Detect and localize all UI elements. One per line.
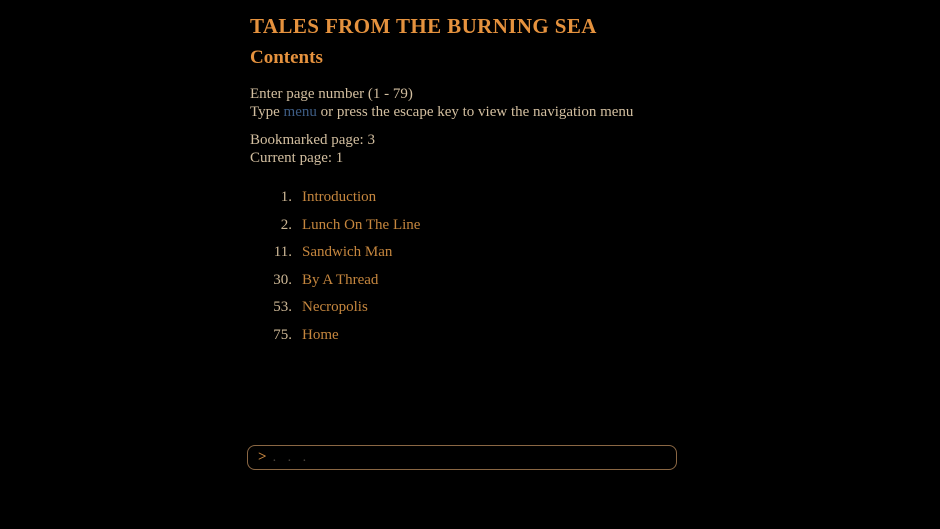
command-input[interactable] [273, 446, 666, 469]
list-item-number: 1. [280, 189, 292, 205]
list-item-link-necropolis[interactable]: Necropolis [302, 299, 368, 315]
content-column [250, 13, 680, 353]
bookmarked-page-status: Bookmarked page: 3 [250, 132, 375, 148]
current-page-status: Current page: 1 [250, 150, 344, 166]
list-item-link-introduction[interactable]: Introduction [302, 189, 377, 205]
list-item-link-home[interactable]: Home [302, 326, 339, 343]
instruction-enter-page: Enter page number (1 - 79) [250, 86, 413, 102]
list-item [250, 326, 680, 344]
page-title: Contents [250, 47, 323, 68]
instruction-menu-prefix: Type [250, 104, 284, 120]
command-input-box[interactable] [247, 445, 677, 470]
list-item-number: 53. [273, 299, 292, 315]
page-status [250, 131, 680, 167]
list-item-number: 75. [273, 326, 292, 343]
list-item-number: 30. [273, 271, 292, 288]
list-item [250, 298, 680, 316]
prompt-symbol: > [258, 449, 267, 465]
game-title: TALES FROM THE BURNING SEA [250, 14, 597, 38]
list-item [250, 243, 680, 261]
list-item-link-lunch-on-the-line[interactable]: Lunch On The Line [302, 216, 421, 233]
list-item-link-sandwich-man[interactable]: Sandwich Man [302, 244, 393, 260]
contents-list [250, 188, 680, 344]
list-item-link-by-a-thread[interactable]: By A Thread [302, 271, 379, 288]
list-item [250, 271, 680, 289]
instructions [250, 85, 680, 121]
list-item-number: 2. [280, 216, 292, 233]
list-item [250, 188, 680, 206]
list-item [250, 216, 680, 234]
instruction-menu-suffix: or press the escape key to view the navigation menu [316, 104, 634, 120]
list-item-number: 11. [273, 244, 292, 260]
instruction-menu-line [250, 103, 680, 121]
menu-link[interactable]: menu [283, 104, 317, 120]
